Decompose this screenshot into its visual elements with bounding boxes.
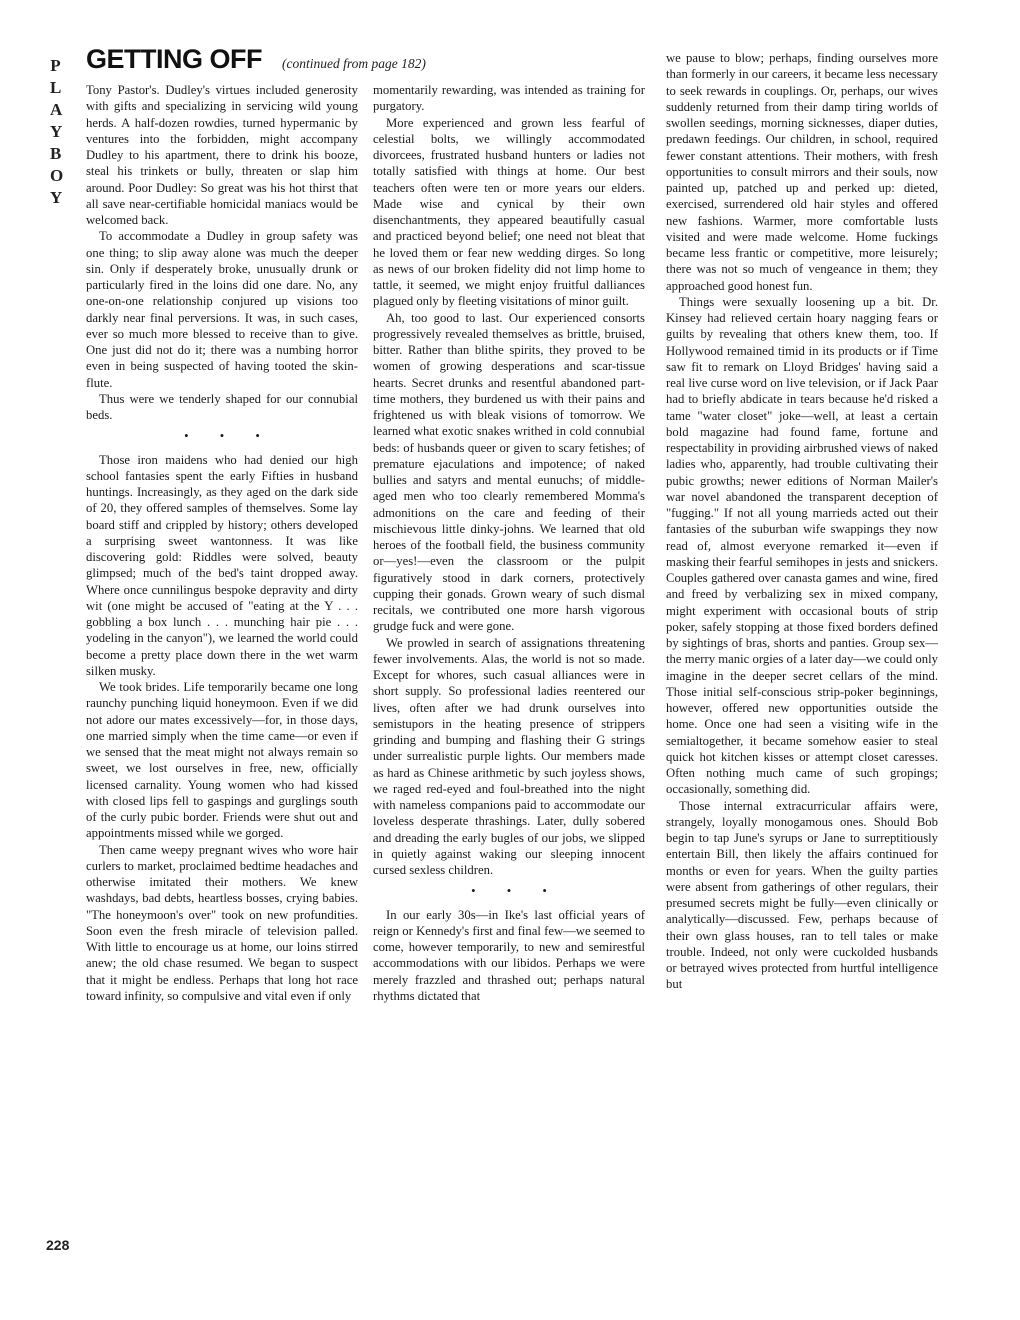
paragraph: Those iron maidens who had denied our high school fantasies spent the early Fifties in husband huntings. Increasingly, as they aged on the dark side of 20, they offered samples of themselves. Some lay board stiff and crippled by history; others developed a surprising sweet wantonness. It was like discovering gold: Riddles were solved, beauty glimpsed; much of the bed's taint dropped away. Where once cunnilingus bespoke depravity and dirty wit (one might be accused of "eating at the Y . . . gobbling a box lunch . . . munching hair pie . . . yodeling in the canyon"), we learned the world could become a pretty place down there in the wet warm silken musky. — [86, 452, 358, 678]
article-title: GETTING OFF — [86, 44, 262, 74]
paragraph: Tony Pastor's. Dudley's virtues included generosity with gifts and specializing in servicing wild young herds. A half-dozen rowdies, turned hypermanic by ventures into the forbidden, might accompany Dudley to his apartment, there to drink his booze, steal his trinkets or bully, threaten or slap him around. Poor Dudley: So great was his hot thirst that all save near-certifiable homicidal maniacs would be welcomed back. — [86, 83, 358, 227]
text-column-2 — [373, 82, 645, 1004]
magazine-letter: O — [50, 166, 73, 185]
article-header — [86, 44, 426, 75]
paragraph: In our early 30s—in Ike's last official years of reign or Kennedy's first and final few—we seemed to come, however temporarily, to new and semirestful accommodations with our libidos. Perhaps we were merely frazzled and thrashed out; perhaps natural rhythms dictated that — [373, 907, 645, 1003]
paragraph: More experienced and grown less fearful of celestial bolts, we willingly accommodated divorcees, frustrated husband hunters or ladies not totally satisfied with things at home. Our best teachers often were ten or more years our elders. Made wise and cynical by their own disenchantments, they appeared beautifully casual and practiced beyond belief; one need not bleat that he loved them or fear new wedding dirges. So long as news of our broken fidelity did not limp home to tattle, it seemed, we might enjoy fruitful dalliances plagued only by fleeting visitations of minor guilt. — [373, 115, 645, 309]
paragraph: To accommodate a Dudley in group safety was one thing; to slip away alone was much the deeper sin. Only if desperately broke, unusually drunk or particularly fired in the loins did one dare. No, any one-on-one relationship conjured up visions too darkly near final perversions. It was, in such cases, ever so much more blessed to receive than to give. One just did not do it; there was a numbing horror even in being suspected of having tooted the skin-flute. — [86, 229, 358, 390]
paragraph: Things were sexually loosening up a bit. Dr. Kinsey had relieved certain hoary nagging fears or guilts by revealing that others knew them, too. If Hollywood remained timid in its products or if Time saw fit to remark on Lloyd Bridges' having said a real live curse word on live television, or if Jack Paar had to briefly abdicate in tears because he'd risked a tame "water closet" joke—well, at least a certain bold magazine had found fame, fortune and respectability in providing airbrushed views of naked ladies who, apparently, had trouble cultivating their pubic growths; newer editions of Norman Mailer's war novel abandoned the transparent deception of "fugging." If not all young marrieds acted out their fantasies of the suburban wife swappings they now read of, almost everyone remarked it—even if masking their fearful semihopes in jests and snickers. Couples gathered over canasta games and wine, fired and freed by verbalizing sex in mixed company, might experiment with occasional bouts of strip poker, safely stopping at those fixed borders defined by sightings of bras, shorts and panties. Group sex—the merry manic orgies of a later day—we could only imagine in the deeper secret cellars of the mind. Those initial self-conscious strip-poker beginnings, however, offered new opportunities outside the home. Once one had seen a visiting wife in the semialtogether, it became somehow easier to steal quick hot kitchen kisses or attempt closet caresses. Often nothing much came of such gropings; occasionally, something did. — [666, 294, 938, 797]
magazine-vertical-label — [50, 55, 73, 209]
paragraph: We prowled in search of assignations threatening fewer involvements. Alas, the world is not so made. Except for whores, such casual alliances were in short supply. So professional ladies reentered our lives, often after we had drunk ourselves into semistupors in the heating presence of strippers grinding and bumping and flashing their G strings under surrealistic purple lights. Our members made as hard as Chinese arithmetic by such joyless shows, we raged red-eyed and foul-breathed into the night with nameless companions paid to accommodate our loveless desperate thrashings. Later, dully sobered and dreading the early bugles of our jobs, we slipped in quietly against waking our sleeping innocent cursed sexless children. — [373, 635, 645, 877]
section-separator: • • • — [184, 429, 274, 444]
magazine-letter: Y — [50, 122, 72, 141]
magazine-letter: P — [50, 56, 70, 75]
paragraph: we pause to blow; perhaps, finding ourselves more than formerly in our careers, it became less necessary to seek rewards in couplings. Or, perhaps, our wives suddenly returned from their damp tiring worlds of swollen seedings, morning sicknesses, diaper duties, predawn feedings. Our children, in school, required fewer constant attentions. Their mothers, with fresh opportunities to consult mirrors and their souls, now painted up, patched up and perked up: dieted, exercised, surrendered old hair styles and offered new fashions. Warmer, more comfortable lusts visited and were made welcome. Home fuckings became less frantic or competitive, more leisurely; there was not so much of vengeance in them; they approached good honest fun. — [666, 51, 938, 293]
paragraph: Those internal extracurricular affairs were, strangely, loyally monogamous ones. Should Bob begin to tap June's syrups or Jane to surreptitiously entertain Bill, then likely the affairs continued for months or even for years. When the guilty parties were absent from gatherings of other regulars, their presumed secrets might be fully—even clinically or analytically—discussed. Few, perhaps because of their own glass houses, ran to tell tales or make trouble. Indeed, not only were cuckolded husbands or betrayed wives protected from hurtful intelligence but — [666, 798, 938, 992]
magazine-letter: A — [50, 100, 72, 119]
magazine-letter: L — [50, 78, 71, 97]
paragraph: We took brides. Life temporarily became one long raunchy punching liquid honeymoon. Even if we did not adore our mates excessively—for, in those days, one married simply when the time came—or even if we sensed that the meat might not always remain so sweet, we lost ourselves in free, new, officially licensed carnality. Young women who had kissed with closed lips fell to gaspings and gurglings south of the curly pubic border. Friends were shut out and appointments missed while we gorged. — [86, 680, 358, 841]
paragraph: Then came weepy pregnant wives who wore hair curlers to market, proclaimed bedtime headaches and otherwise imitated their mothers. We knew washdays, bad debts, heartless bosses, crying babies. "The honeymoon's over" took on new profundities. Soon even the fresh miracle of television palled. With little to encourage us at home, our loins stirred anew; the old chase resumed. We began to suspect that it might be endless. Perhaps that long hot race toward infinity, so compulsive and vital even if only — [86, 842, 358, 1003]
section-separator: • • • — [471, 884, 561, 899]
continued-note: (continued from page 182) — [282, 56, 426, 71]
page-number: 228 — [46, 1237, 70, 1253]
magazine-letter: B — [50, 144, 71, 163]
paragraph: Thus were we tenderly shaped for our connubial beds. — [86, 391, 358, 422]
paragraph: Ah, too good to last. Our experienced consorts progressively revealed themselves as brittle, bruised, bitter. Rather than blithe spirits, they proved to be women of growing desperations and scar-tissue hearts. Secret drunks and resentful abandoned part-time mothers, they burdened us with their pains and frightened us with bleak visions of tomorrow. We learned what exotic snakes writhed in cold connubial beds: of husbands queer or given to scary fetishes; of premature ejaculations and impotence; of naked bullies and satyrs and mental eunuchs; of middle-aged men who too clearly remembered Momma's admonitions on the care and feeding of their mischievous little dinky-johns. We learned that old heroes of the football field, the business community or—yes!—even the classroom or the pulpit figuratively stood in dark corners, protectively cupping their gonads. Grown weary of such dismal recitals, we contributed one more harsh vigorous grudge fuck and were gone. — [373, 310, 645, 634]
text-column-3 — [666, 50, 938, 993]
text-column-1 — [86, 82, 358, 1004]
magazine-letter: Y — [50, 188, 72, 207]
paragraph: momentarily rewarding, was intended as training for purgatory. — [373, 83, 645, 114]
